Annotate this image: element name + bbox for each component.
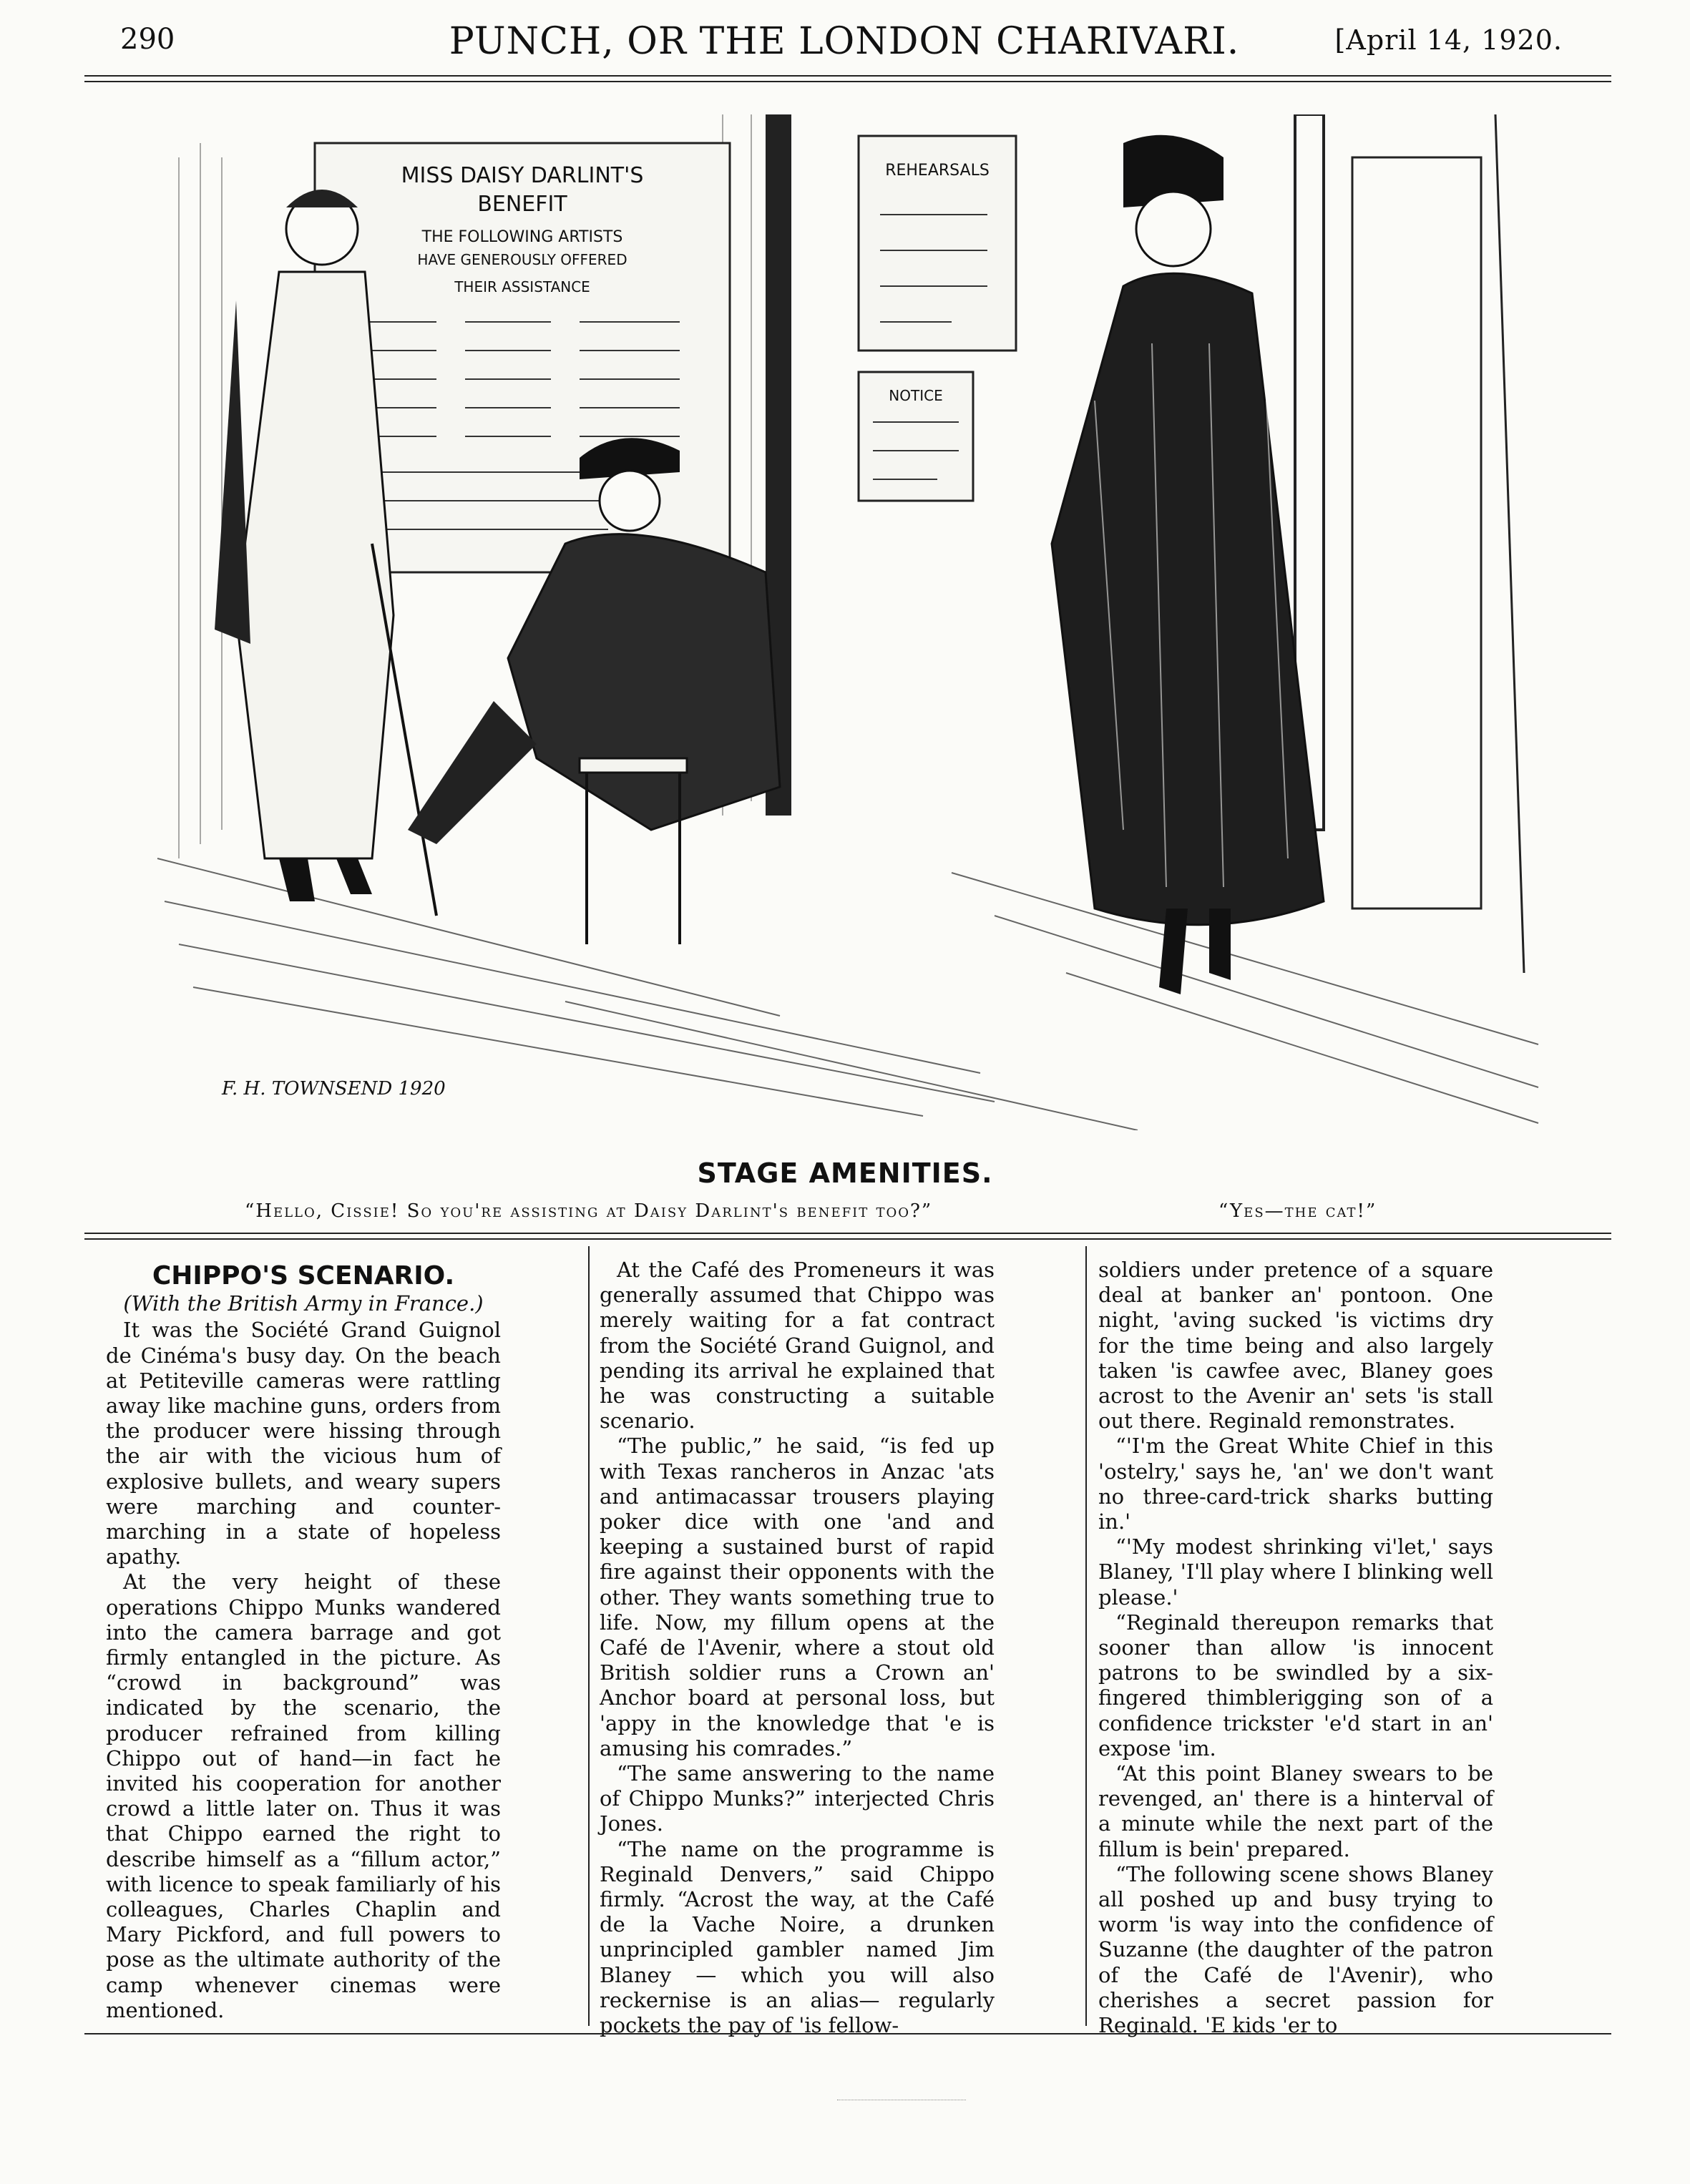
paragraph: “At this point Blaney swears to be revenged, an' there is a hinterval of a minute while the next part of the fillum is bein' prepared. <box>1098 1761 1493 1861</box>
page-header <box>107 20 1581 63</box>
paragraph: “'My modest shrinking vi'let,' says Blaney, 'I'll play where I blinking well please.' <box>1098 1534 1493 1610</box>
cartoon-caption-reply: “Yes—the cat!” <box>1218 1200 1377 1222</box>
column-divider <box>588 1246 590 2026</box>
issue-date: [April 14, 1920. <box>1334 24 1563 56</box>
rehearsals-board <box>859 136 1016 351</box>
cartoon-caption-quote: “Hello, Cissie! So you're assisting at Daisy Darlint's benefit too?” <box>245 1200 933 1222</box>
column-divider <box>1085 1246 1087 2026</box>
paragraph: “Reginald thereupon remarks that sooner than allow 'is innocent patrons to be swindled by a six-fingered thimblerigging son of a confidence trickster 'e'd start in an' expose 'im. <box>1098 1610 1493 1761</box>
publication-title: PUNCH, OR THE LONDON CHARIVARI. <box>449 20 1240 63</box>
footer-rule <box>84 2033 1611 2034</box>
header-rule-double <box>84 81 1611 82</box>
article-column-1 <box>106 1258 501 2023</box>
paragraph: “The name on the programme is Reginald Denvers,” said Chippo firmly. “Acrost the way, at the Café de la Vache Noire, a drunken unprincipled gambler named Jim Blaney — which you will also reckernise is an alias— regularly pockets the pay of 'is fellow- <box>600 1836 995 2038</box>
poster-line: BENEFIT <box>477 192 567 217</box>
rehearsals-label: REHEARSALS <box>885 162 990 180</box>
poster-line: HAVE GENEROUSLY OFFERED <box>417 251 627 268</box>
paragraph: “The following scene shows Blaney all poshed up and busy trying to worm 'is way into the confidence of Suzanne (the daughter of the patron of the Café de l'Avenir), who cherishes a secret passion for Reginald. 'E kids 'er to <box>1098 1861 1493 2038</box>
article-column-3 <box>1098 1258 1493 2038</box>
article-subtitle: (With the British Army in France.) <box>123 1291 484 1316</box>
paragraph: At the Café des Promeneurs it was generally assumed that Chippo was merely waiting for a fat contract from the Société Grand Guignol, and pending its arrival he explained that he was constructing a suitable scenario. <box>600 1258 995 1434</box>
paragraph: “'I'm the Great White Chief in this 'ostelry,' says he, 'an' we don't want no three-card-trick sharks butting in.' <box>1098 1434 1493 1534</box>
cartoon-caption-title: STAGE AMENITIES. <box>697 1157 993 1189</box>
cartoon-illustration <box>136 114 1553 1130</box>
poster-line: THEIR ASSISTANCE <box>454 278 590 295</box>
paragraph: It was the Société Grand Guignol de Cinéma's busy day. On the beach at Petiteville cameras were rattling away like machine guns, orders from the producer were hissing through the air with the vicious hum of explosive bullets, and weary supers were marching and counter-marching in a state of hopeless apathy. <box>106 1318 501 1570</box>
poster-line: THE FOLLOWING ARTISTS <box>421 228 623 246</box>
header-rule <box>84 75 1611 77</box>
paragraph: soldiers under pretence of a square deal at banker an' pontoon. One night, 'aving sucked 'is victims dry for the time being and also largely taken 'is cawfee avec, Blaney goes acrost to the Avenir an' sets 'is stall out there. Reginald remonstrates. <box>1098 1258 1493 1434</box>
caption-rule <box>84 1233 1611 1234</box>
artist-signature: F. H. TOWNSEND 1920 <box>222 1078 446 1100</box>
caption-rule-double <box>84 1238 1611 1240</box>
notice-label: NOTICE <box>889 387 943 404</box>
poster-line: MISS DAISY DARLINT'S <box>401 163 644 188</box>
article-title: CHIPPO'S SCENARIO. <box>152 1261 455 1291</box>
paragraph: “The same answering to the name of Chippo Munks?” interjected Chris Jones. <box>600 1761 995 1836</box>
paragraph: At the very height of these operations Chippo Munks wandered into the camera barrage and got firmly entangled in the picture. As “crowd in background” was indicated by the scenario, the producer refrained from killing Chippo out of hand—in fact he invited his cooperation for another crowd a little later on. Thus it was that Chippo earned the right to describe himself as a “fillum actor,” with licence to speak familiarly of his colleagues, Charles Chaplin and Mary Pickford, and full powers to pose as the ultimate authority of the camp whenever cinemas were mentioned. <box>106 1570 501 2022</box>
notice-board <box>859 372 973 501</box>
article-column-2 <box>600 1258 995 2038</box>
page-number: 290 <box>120 23 175 56</box>
paragraph: “The public,” he said, “is fed up with Texas rancheros in Anzac 'ats and antimacassar trousers playing poker dice with one 'and and keeping a sustained burst of rapid fire against their opponents with the other. They wants something true to life. Now, my fillum opens at the Café de l'Avenir, where a stout old British soldier runs a Crown an' Anchor board at personal loss, but 'appy in the knowledge that 'e is amusing his comrades.” <box>600 1434 995 1761</box>
